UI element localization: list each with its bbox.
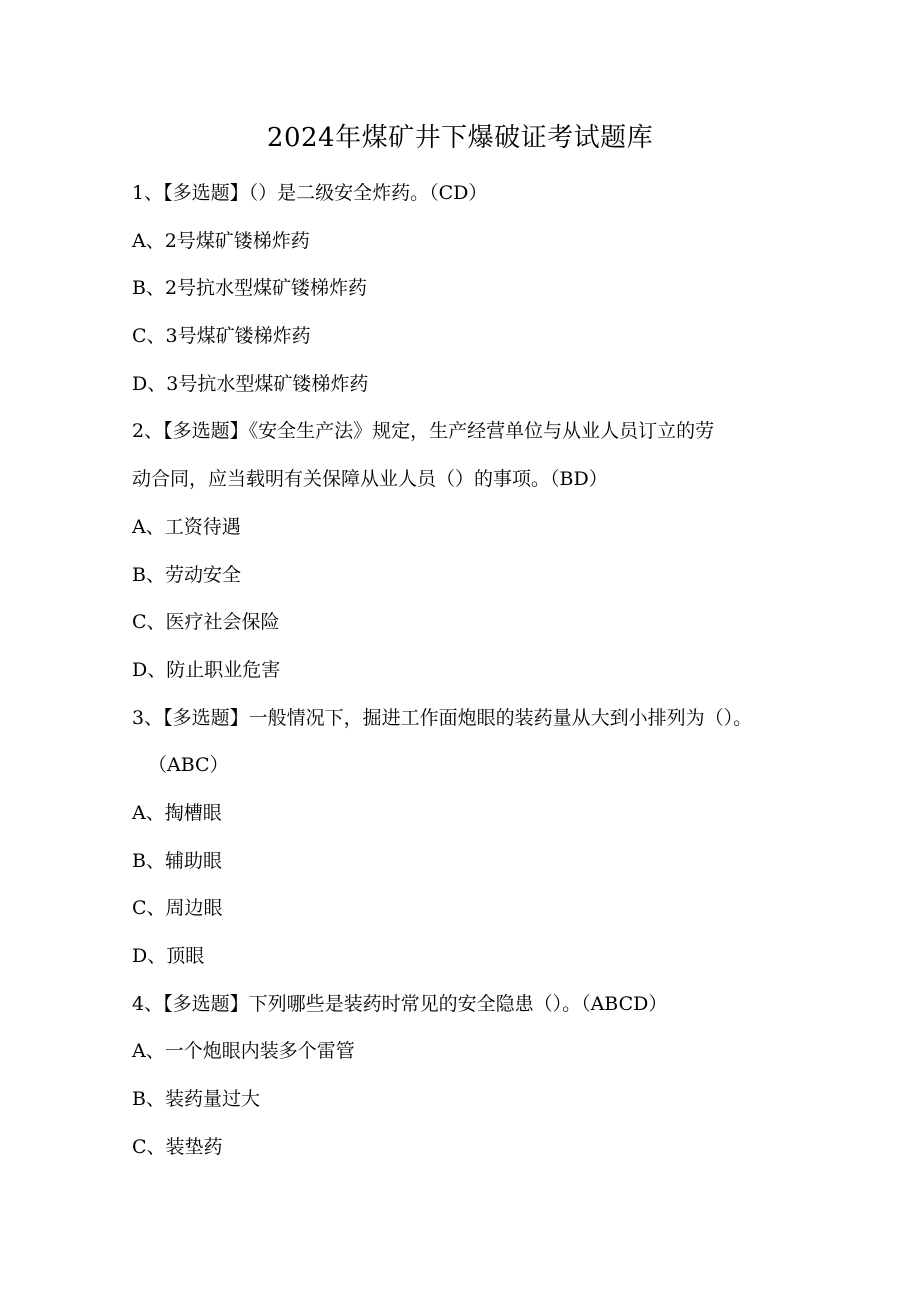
question-3-option-d: D、顶眼 [132, 945, 205, 967]
question-4-option-c: C、装垫药 [132, 1136, 223, 1158]
question-4-option-b: B、装药量过大 [132, 1088, 260, 1110]
question-2-stem-line-1: 2、【多选题】《安全生产法》规定，生产经营单位与从业人员订立的劳 [132, 420, 715, 442]
question-3-option-a: A、掏槽眼 [132, 802, 222, 824]
question-4-stem: 4、【多选题】下列哪些是装药时常见的安全隐患（）。（ABCD） [132, 993, 668, 1015]
question-2-option-a: A、工资待遇 [132, 516, 241, 538]
question-4-option-a: A、一个炮眼内装多个雷管 [132, 1040, 355, 1062]
question-1-option-b: B、2号抗水型煤矿镂梯炸药 [132, 277, 368, 299]
question-1-option-d: D、3号抗水型煤矿镂梯炸药 [132, 373, 369, 395]
question-1-stem: 1、【多选题】（）是二级安全炸药。（CD） [132, 182, 488, 204]
question-2-stem-line-2: 动合同，应当载明有关保障从业人员（）的事项。（BD） [132, 468, 608, 490]
question-2-option-d: D、防止职业危害 [132, 659, 281, 681]
question-2-option-c: C、医疗社会保险 [132, 611, 280, 633]
question-1-option-c: C、3号煤矿镂梯炸药 [132, 325, 311, 347]
question-2-option-b: B、劳动安全 [132, 564, 241, 586]
question-3-option-c: C、周边眼 [132, 897, 223, 919]
question-3-stem-line-1: 3、【多选题】一般情况下，掘进工作面炮眼的装药量从大到小排列为（）。 [132, 707, 753, 729]
question-3-option-b: B、辅助眼 [132, 850, 222, 872]
question-3-answer: （ABC） [148, 754, 229, 776]
question-1-option-a: A、2号煤矿镂梯炸药 [132, 230, 310, 252]
document-title: 2024年煤矿井下爆破证考试题库 [266, 123, 654, 153]
